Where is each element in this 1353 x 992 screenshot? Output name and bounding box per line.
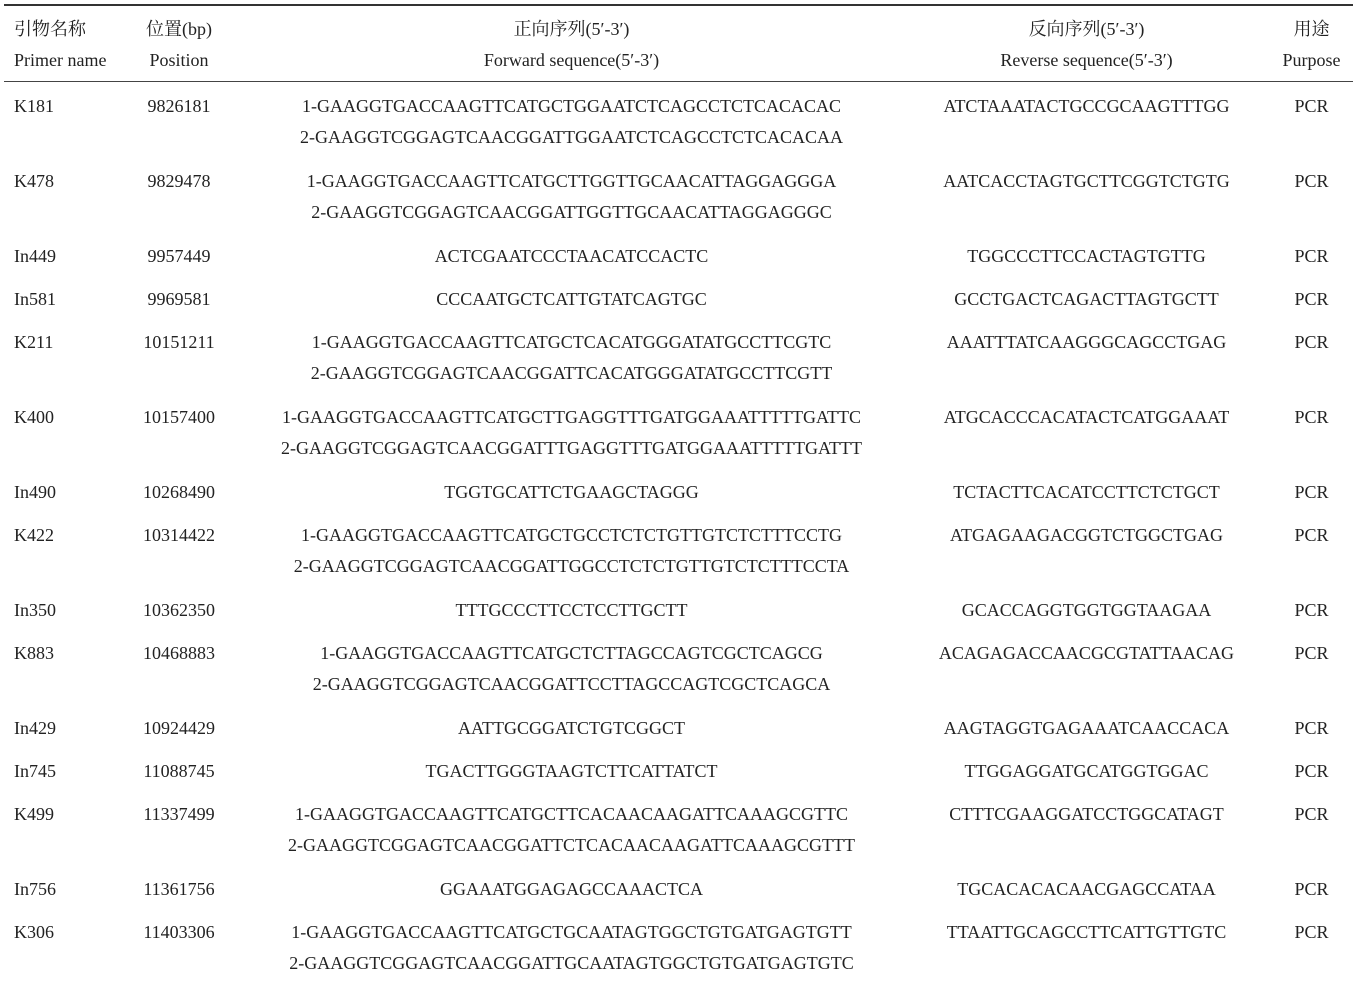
- primer-name: In449: [14, 246, 56, 266]
- reverse-sequence: TGCACACACAACGAGCCATAA: [957, 879, 1216, 899]
- table-row: [4, 91, 1353, 166]
- forward-sequence: [234, 638, 909, 700]
- forward-sequence: [234, 756, 909, 787]
- primer-purpose: PCR: [1294, 246, 1329, 266]
- table-row: [4, 241, 1353, 284]
- forward-sequence-line-1: 1-GAAGGTGACCAAGTTCATGCTTGAGGTTTGATGGAAATTTTTGATTC: [282, 407, 861, 427]
- primer-position: 10314422: [143, 525, 215, 545]
- forward-sequence: [234, 91, 909, 153]
- primer-purpose: PCR: [1294, 804, 1329, 824]
- table-body: [4, 82, 1353, 992]
- table-header: [4, 6, 1353, 81]
- reverse-sequence: TTGGAGGATGCATGGTGGAC: [964, 761, 1209, 781]
- table-row: [4, 477, 1353, 520]
- header-position: 位置(bp) Position: [146, 19, 212, 70]
- forward-sequence-line-1: 1-GAAGGTGACCAAGTTCATGCTGCCTCTCTGTTGTCTCTTTCCTG: [301, 525, 842, 545]
- primer-position: 10924429: [143, 718, 215, 738]
- forward-sequence: [234, 917, 909, 979]
- table-row: [4, 520, 1353, 595]
- primer-name: In429: [14, 718, 56, 738]
- table-row: [4, 402, 1353, 477]
- primer-table: [4, 4, 1353, 992]
- primer-position: 9829478: [147, 171, 211, 191]
- primer-position: 11403306: [143, 922, 215, 942]
- primer-name: In350: [14, 600, 56, 620]
- reverse-sequence: AAGTAGGTGAGAAATCAACCACA: [943, 718, 1230, 738]
- table-row: [4, 756, 1353, 799]
- primer-position: 9969581: [147, 289, 211, 309]
- reverse-sequence: TTAATTGCAGCCTTCATTGTTGTC: [946, 922, 1227, 942]
- primer-name: In756: [14, 879, 56, 899]
- reverse-sequence: ATCTAAATACTGCCGCAAGTTTGG: [943, 96, 1230, 116]
- forward-sequence-line-1: 1-GAAGGTGACCAAGTTCATGCTTGGTTGCAACATTAGGAGGGA: [306, 171, 837, 191]
- forward-sequence-line-1: 1-GAAGGTGACCAAGTTCATGCTTCACAACAAGATTCAAAGCGTTC: [295, 804, 848, 824]
- forward-sequence: [234, 402, 909, 464]
- forward-sequence-line-2: 2-GAAGGTCGGAGTCAACGGATTCACATGGGATATGCCTTCGTT: [310, 363, 833, 383]
- table-row: [4, 799, 1353, 874]
- primer-purpose: PCR: [1294, 332, 1329, 352]
- primer-name: K422: [14, 525, 54, 545]
- primer-name: K499: [14, 804, 54, 824]
- forward-sequence-line-1: TTTGCCCTTCCTCCTTGCTT: [455, 600, 688, 620]
- forward-sequence-line-1: GGAAATGGAGAGCCAAACTCA: [439, 879, 703, 899]
- header-reverse-sequence: 反向序列(5′-3′) Reverse sequence(5′-3′): [1000, 19, 1173, 70]
- primer-name: K181: [14, 96, 54, 116]
- primer-position: 9826181: [147, 96, 211, 116]
- table-row: [4, 874, 1353, 917]
- forward-sequence-line-2: 2-GAAGGTCGGAGTCAACGGATTCCTTAGCCAGTCGCTCAGCA: [312, 674, 831, 694]
- primer-purpose: PCR: [1294, 525, 1329, 545]
- forward-sequence: [234, 520, 909, 582]
- primer-purpose: PCR: [1294, 289, 1329, 309]
- primer-position: 10362350: [143, 600, 215, 620]
- table-row: [4, 327, 1353, 402]
- reverse-sequence: GCCTGACTCAGACTTAGTGCTT: [954, 289, 1219, 309]
- primer-purpose: PCR: [1294, 718, 1329, 738]
- primer-position: 10151211: [143, 332, 215, 352]
- primer-position: 10157400: [143, 407, 215, 427]
- header-forward-sequence: 正向序列(5′-3′) Forward sequence(5′-3′): [483, 19, 660, 70]
- reverse-sequence: TGGCCCTTCCACTAGTGTTG: [967, 246, 1206, 266]
- reverse-sequence: ACAGAGACCAACGCGTATTAACAG: [938, 643, 1235, 663]
- forward-sequence-line-1: CCCAATGCTCATTGTATCAGTGC: [436, 289, 707, 309]
- primer-name: In745: [14, 761, 56, 781]
- header-purpose: 用途 Purpose: [1282, 19, 1341, 70]
- primer-purpose: PCR: [1294, 643, 1329, 663]
- forward-sequence-line-1: 1-GAAGGTGACCAAGTTCATGCTCTTAGCCAGTCGCTCAGCG: [320, 643, 823, 663]
- forward-sequence: [234, 477, 909, 508]
- forward-sequence: [234, 241, 909, 272]
- table-row: [4, 595, 1353, 638]
- reverse-sequence: GCACCAGGTGGTGGTAAGAA: [961, 600, 1212, 620]
- forward-sequence: [234, 595, 909, 626]
- primer-purpose: PCR: [1294, 600, 1329, 620]
- primer-position: 10468883: [143, 643, 215, 663]
- forward-sequence-line-2: 2-GAAGGTCGGAGTCAACGGATTTGAGGTTTGATGGAAATTTTTGATTT: [281, 438, 862, 458]
- forward-sequence-line-1: TGACTTGGGTAAGTCTTCATTATCT: [425, 761, 718, 781]
- table-row: [4, 713, 1353, 756]
- forward-sequence-line-2: 2-GAAGGTCGGAGTCAACGGATTGCAATAGTGGCTGTGATGAGTGTC: [289, 953, 854, 973]
- forward-sequence-line-2: 2-GAAGGTCGGAGTCAACGGATTGGTTGCAACATTAGGAGGGC: [311, 202, 832, 222]
- primer-position: 11361756: [143, 879, 215, 899]
- primer-name: In581: [14, 289, 56, 309]
- reverse-sequence: CTTTCGAAGGATCCTGGCATAGT: [949, 804, 1224, 824]
- forward-sequence-line-1: ACTCGAATCCCTAACATCCACTC: [434, 246, 709, 266]
- primer-purpose: PCR: [1294, 922, 1329, 942]
- reverse-sequence: ATGAGAAGACGGTCTGGCTGAG: [950, 525, 1223, 545]
- reverse-sequence: ATGCACCCACATACTCATGGAAAT: [943, 407, 1230, 427]
- table-row: [4, 917, 1353, 992]
- forward-sequence-line-1: AATTGCGGATCTGTCGGCT: [458, 718, 685, 738]
- forward-sequence-line-1: 1-GAAGGTGACCAAGTTCATGCTGCAATAGTGGCTGTGATGAGTGTT: [291, 922, 852, 942]
- primer-name: In490: [14, 482, 56, 502]
- primer-purpose: PCR: [1294, 482, 1329, 502]
- table-row: [4, 284, 1353, 327]
- primer-position: 11337499: [143, 804, 215, 824]
- forward-sequence: [234, 799, 909, 861]
- forward-sequence-line-2: 2-GAAGGTCGGAGTCAACGGATTCTCACAACAAGATTCAAAGCGTTT: [288, 835, 855, 855]
- header-primer-name: 引物名称 Primer name: [14, 19, 107, 70]
- forward-sequence: [234, 713, 909, 744]
- forward-sequence: [234, 284, 909, 315]
- primer-position: 10268490: [143, 482, 215, 502]
- forward-sequence: [234, 166, 909, 228]
- primer-purpose: PCR: [1294, 96, 1329, 116]
- primer-name: K883: [14, 643, 54, 663]
- primer-position: 9957449: [147, 246, 211, 266]
- primer-purpose: PCR: [1294, 407, 1329, 427]
- reverse-sequence: AAATTTATCAAGGGCAGCCTGAG: [946, 332, 1227, 352]
- forward-sequence-line-1: 1-GAAGGTGACCAAGTTCATGCTCACATGGGATATGCCTTCGTC: [311, 332, 832, 352]
- reverse-sequence: AATCACCTAGTGCTTCGGTCTGTG: [943, 171, 1230, 191]
- forward-sequence-line-2: 2-GAAGGTCGGAGTCAACGGATTGGAATCTCAGCCTCTCACACAA: [299, 127, 843, 147]
- primer-name: K400: [14, 407, 54, 427]
- table-row: [4, 638, 1353, 713]
- forward-sequence: [234, 327, 909, 389]
- forward-sequence-line-2: 2-GAAGGTCGGAGTCAACGGATTGGCCTCTCTGTTGTCTCTTTCCTA: [293, 556, 850, 576]
- primer-purpose: PCR: [1294, 879, 1329, 899]
- primer-purpose: PCR: [1294, 171, 1329, 191]
- forward-sequence-line-1: 1-GAAGGTGACCAAGTTCATGCTGGAATCTCAGCCTCTCACACAC: [301, 96, 841, 116]
- table-row: [4, 166, 1353, 241]
- primer-name: K478: [14, 171, 54, 191]
- primer-position: 11088745: [143, 761, 215, 781]
- forward-sequence-line-1: TGGTGCATTCTGAAGCTAGGG: [444, 482, 699, 502]
- reverse-sequence: TCTACTTCACATCCTTCTCTGCT: [953, 482, 1220, 502]
- primer-purpose: PCR: [1294, 761, 1329, 781]
- primer-name: K211: [14, 332, 54, 352]
- forward-sequence: [234, 874, 909, 905]
- primer-name: K306: [14, 922, 54, 942]
